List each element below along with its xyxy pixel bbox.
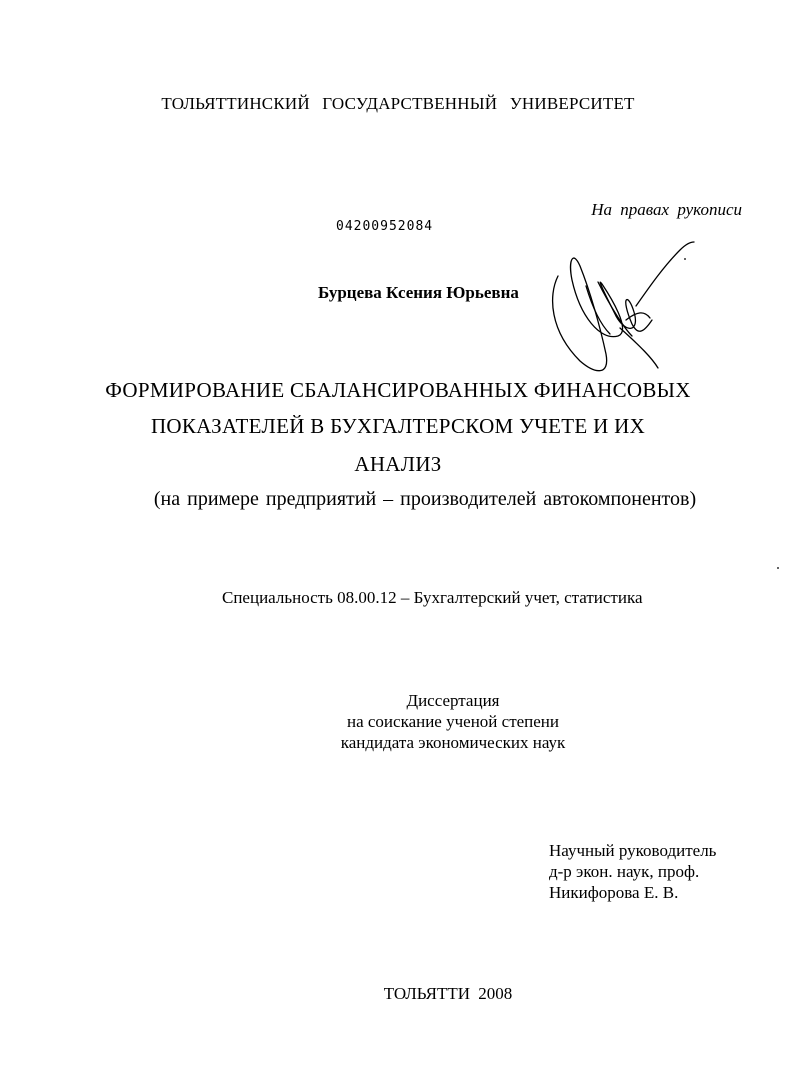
scan-speck xyxy=(684,258,686,260)
supervisor-credentials: д-р экон. наук, проф. xyxy=(549,862,700,881)
title-line-1: ФОРМИРОВАНИЕ СБАЛАНСИРОВАННЫХ ФИНАНСОВЫХ xyxy=(105,378,691,402)
degree-line-2: на соискание ученой степени xyxy=(346,712,560,731)
title-line-3: АНАЛИЗ xyxy=(354,452,442,476)
city-year: ТОЛЬЯТТИ 2008 xyxy=(383,984,513,1003)
catalog-code: 04200952084 xyxy=(336,219,434,234)
title-line-2: ПОКАЗАТЕЛЕЙ В БУХГАЛТЕРСКОМ УЧЕТЕ И ИХ xyxy=(150,414,646,438)
university-name: ТОЛЬЯТТИНСКИЙ ГОСУДАРСТВЕННЫЙ УНИВЕРСИТЕТ xyxy=(161,94,635,113)
speciality: Специальность 08.00.12 – Бухгалтерский учет, статистика xyxy=(222,588,643,607)
degree-block xyxy=(0,690,796,753)
supervisor-block xyxy=(549,840,716,903)
rights-note: На правах рукописи xyxy=(591,200,742,219)
degree-line-1: Диссертация xyxy=(406,691,500,710)
scan-speck xyxy=(777,567,779,569)
handwritten-signature xyxy=(540,236,700,396)
title-subtitle: (на примере предприятий – производителей автокомпонентов) xyxy=(153,488,697,510)
supervisor-name: Никифорова Е. В. xyxy=(549,883,679,902)
degree-line-3: кандидата экономических наук xyxy=(340,733,566,752)
supervisor-role: Научный руководитель xyxy=(549,841,717,860)
author-name: Бурцева Ксения Юрьевна xyxy=(318,283,519,302)
